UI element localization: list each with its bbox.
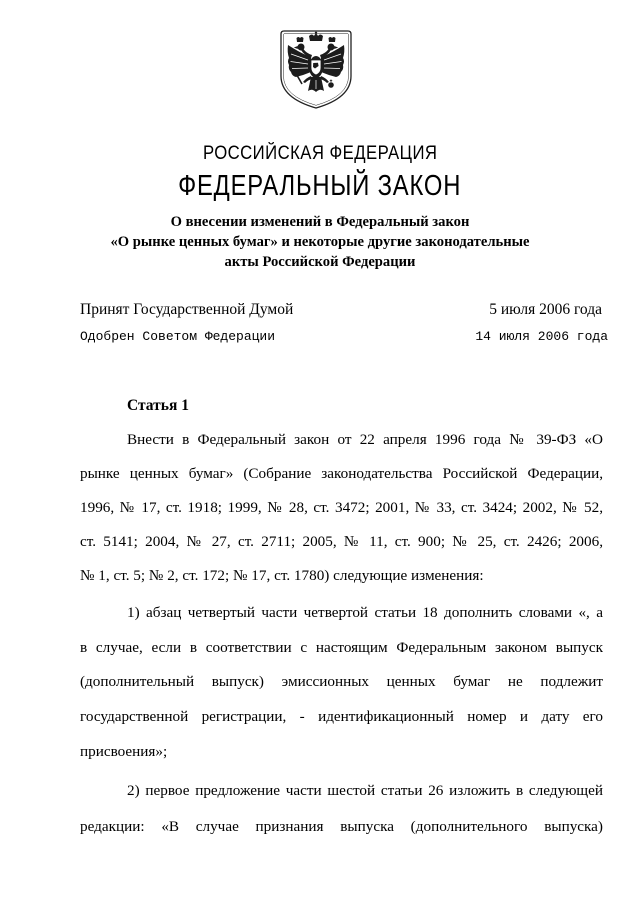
approval-council-row [80,327,608,347]
paragraph-line: редакции: «В случае признания выпуска (дополнительного выпуска) [80,818,603,835]
paragraph-line: Внести в Федеральный закон от 22 апреля 1996 года № 39-ФЗ «О [127,431,603,448]
article-heading: Статья 1 [127,397,189,414]
paragraph-line: в случае, если в соответствии с настоящим Федеральным законом выпуск [80,638,603,656]
paragraph-line: 1996, № 17, ст. 1918; 1999, № 28, ст. 3472; 2001, № 33, ст. 3424; 2002, № 52, [80,499,603,516]
document-type-heading [0,169,640,203]
law-title-line-2: «О рынке ценных бумаг» и некоторые другие законодательные [110,234,530,250]
law-title-line-3: акты Российской Федерации [224,254,416,270]
adoption-duma-row [80,300,608,320]
approval-council-date: 14 июля 2006 года [475,329,608,344]
paragraph-line: № 1, ст. 5; № 2, ст. 172; № 17, ст. 1780) следующие изменения: [80,567,484,584]
article-paragraph-2 [80,596,603,769]
adoption-duma-label: Принят Государственной Думой [80,301,294,318]
country-name: РОССИЙСКАЯ ФЕДЕРАЦИЯ [202,143,438,164]
paragraph-line: 2) первое предложение части шестой статьи 26 изложить в следующей [127,782,603,799]
country-heading [0,142,640,166]
paragraph-line: 1) абзац четвертый части четвертой статьи 18 дополнить словами «, а [127,604,603,621]
paragraph-line: государственной регистрации, - идентификационный номер и дату его [80,708,603,726]
paragraph-line: присвоения»; [80,742,168,760]
coat-of-arms-icon [278,28,354,110]
law-title-line-1: О внесении изменений в Федеральный закон [170,214,470,230]
adoption-duma-date: 5 июля 2006 года [489,301,602,318]
paragraph-line: (дополнительный выпуск) эмиссионных ценных бумаг не подлежит [80,673,603,691]
article-paragraph-1 [80,423,603,593]
document-type: ФЕДЕРАЛЬНЫЙ ЗАКОН [178,170,462,202]
article-paragraph-3 [80,773,603,845]
paragraph-line: рынке ценных бумаг» (Собрание законодательства Российской Федерации, [80,465,603,482]
paragraph-line: ст. 5141; 2004, № 27, ст. 2711; 2005, № 11, ст. 900; № 25, ст. 2426; 2006, [80,533,603,550]
approval-council-label: Одобрен Советом Федерации [80,329,276,344]
